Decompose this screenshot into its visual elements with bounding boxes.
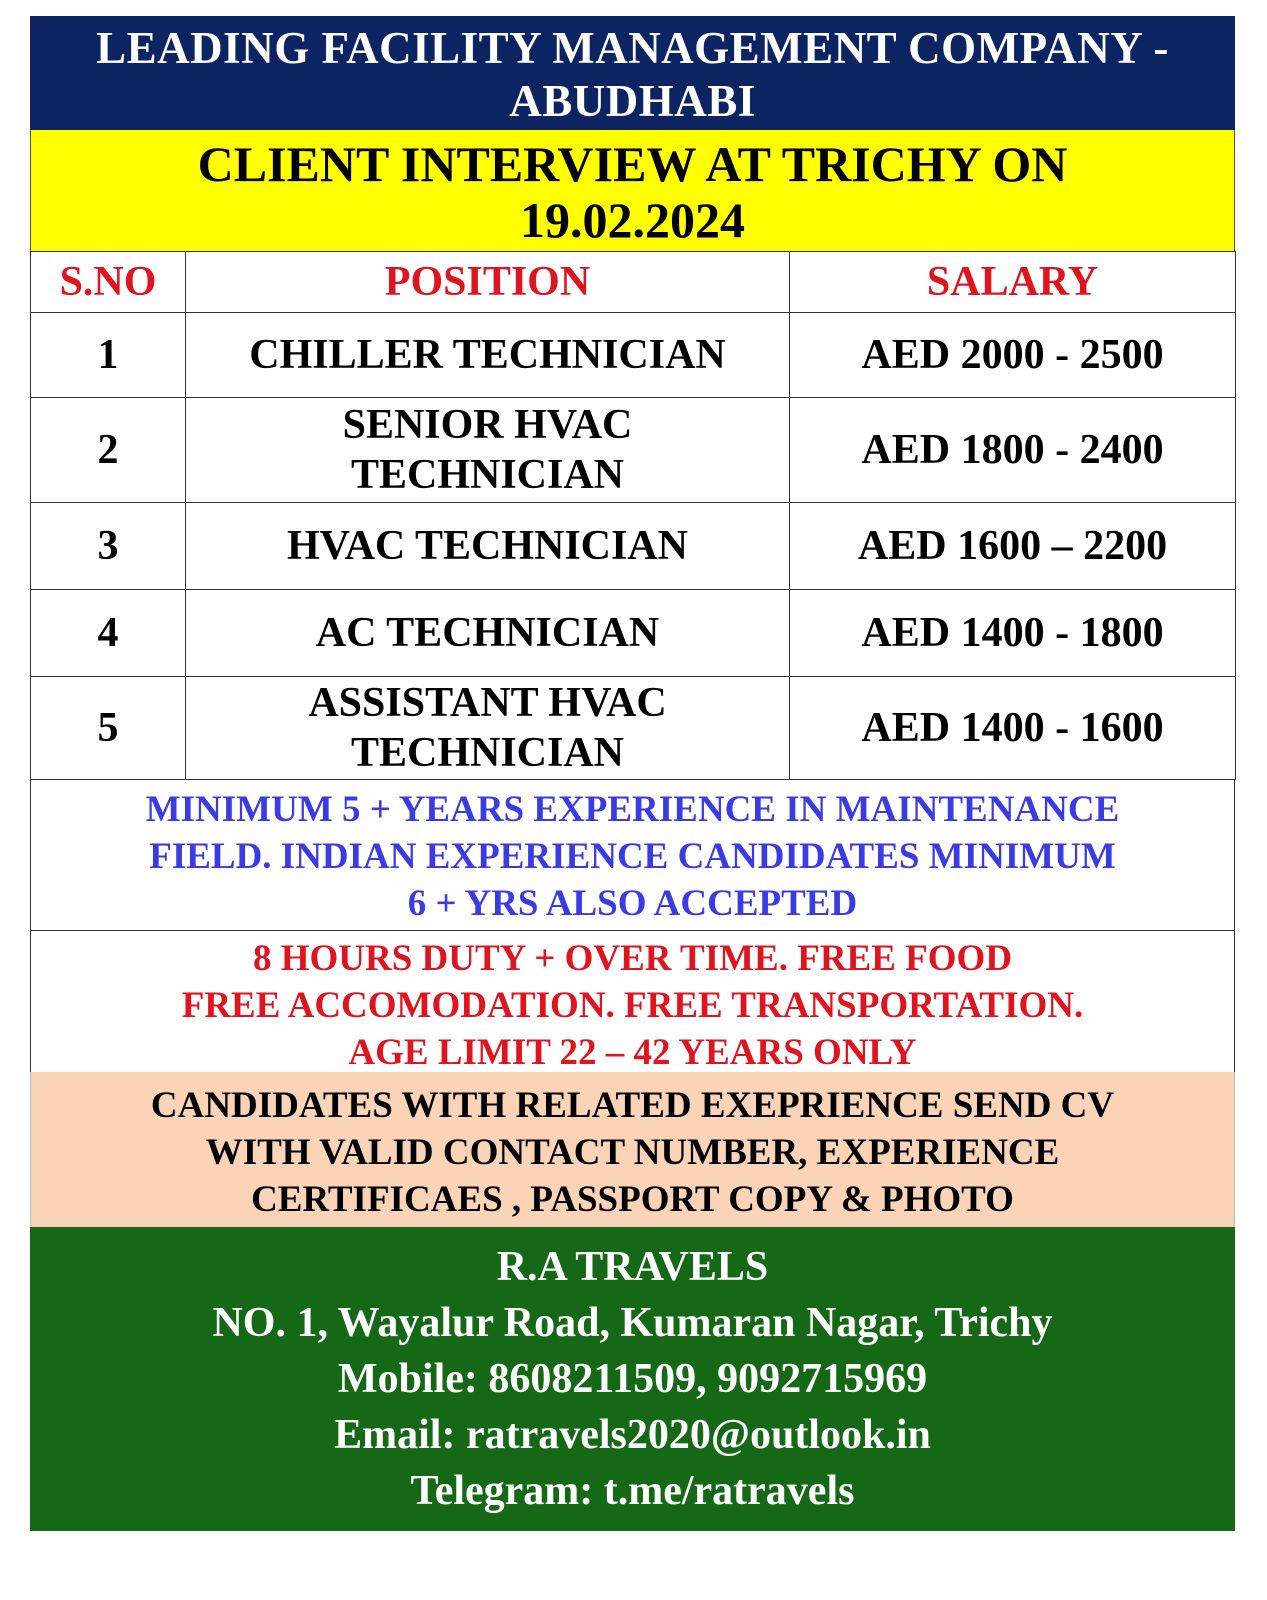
row-salary: AED 1600 – 2200	[790, 503, 1236, 590]
interview-title-line1: CLIENT INTERVIEW AT TRICHY ON	[197, 136, 1068, 192]
experience-line: 6 + YRS ALSO ACCEPTED	[407, 883, 858, 924]
row-salary: AED 1400 - 1600	[790, 677, 1236, 780]
company-title-line2: ABUDHABI	[509, 76, 756, 126]
row-position	[186, 313, 790, 398]
row-salary: AED 1800 - 2400	[790, 398, 1236, 503]
instructions-line: CERTIFICAES , PASSPORT COPY & PHOTO	[251, 1179, 1014, 1220]
row-sno: 4	[31, 590, 186, 677]
row-sno: 2	[31, 398, 186, 503]
position-line: AC TECHNICIAN	[315, 610, 660, 656]
experience-line: FIELD. INDIAN EXPERIENCE CANDIDATES MINIMUM	[149, 836, 1116, 877]
row-position	[186, 677, 790, 780]
company-title-line1: LEADING FACILITY MANAGEMENT COMPANY -	[96, 23, 1169, 73]
benefits-line: AGE LIMIT 22 – 42 YEARS ONLY	[348, 1032, 917, 1073]
company-banner	[30, 16, 1235, 130]
table-row	[31, 398, 1236, 503]
row-salary: AED 2000 - 2500	[790, 313, 1236, 398]
interview-date: 19.02.2024	[520, 192, 745, 248]
agency-email[interactable]: Email: ratravels2020@outlook.in	[334, 1412, 931, 1458]
job-poster	[30, 16, 1235, 1531]
header-sno: S.NO	[31, 252, 186, 313]
row-position	[186, 503, 790, 590]
position-line: CHILLER TECHNICIAN	[249, 332, 726, 378]
position-line: TECHNICIAN	[350, 730, 625, 776]
table-row	[31, 677, 1236, 780]
agency-mobile[interactable]: Mobile: 8608211509, 9092715969	[337, 1356, 928, 1402]
table-row	[31, 313, 1236, 398]
experience-line: MINIMUM 5 + YEARS EXPERIENCE IN MAINTENANCE	[145, 789, 1120, 830]
instructions-line: CANDIDATES WITH RELATED EXEPRIENCE SEND CV	[150, 1085, 1115, 1126]
position-line: SENIOR HVAC	[342, 402, 633, 448]
table-header-row	[31, 252, 1236, 313]
application-instructions	[30, 1072, 1235, 1227]
benefits-line: FREE ACCOMODATION. FREE TRANSPORTATION.	[181, 985, 1084, 1026]
experience-requirements	[30, 780, 1235, 931]
positions-table-wrap	[30, 251, 1235, 780]
instructions-line: WITH VALID CONTACT NUMBER, EXPERIENCE	[205, 1132, 1060, 1173]
row-sno: 3	[31, 503, 186, 590]
position-line: HVAC TECHNICIAN	[286, 523, 689, 569]
row-position	[186, 590, 790, 677]
table-row	[31, 590, 1236, 677]
interview-banner	[30, 130, 1235, 251]
header-position: POSITION	[186, 252, 790, 313]
agency-telegram[interactable]: Telegram: t.me/ratravels	[410, 1468, 855, 1514]
header-salary: SALARY	[790, 252, 1236, 313]
row-sno: 5	[31, 677, 186, 780]
row-salary: AED 1400 - 1800	[790, 590, 1236, 677]
agency-address: NO. 1, Wayalur Road, Kumaran Nagar, Trichy	[212, 1300, 1053, 1346]
position-line: TECHNICIAN	[350, 452, 625, 498]
agency-name: R.A TRAVELS	[496, 1244, 769, 1290]
table-row	[31, 503, 1236, 590]
benefits-line: 8 HOURS DUTY + OVER TIME. FREE FOOD	[252, 938, 1013, 979]
row-position	[186, 398, 790, 503]
position-line: ASSISTANT HVAC	[308, 680, 667, 726]
row-sno: 1	[31, 313, 186, 398]
positions-table	[30, 251, 1236, 780]
benefits-section	[30, 931, 1235, 1072]
contact-section	[30, 1227, 1235, 1531]
